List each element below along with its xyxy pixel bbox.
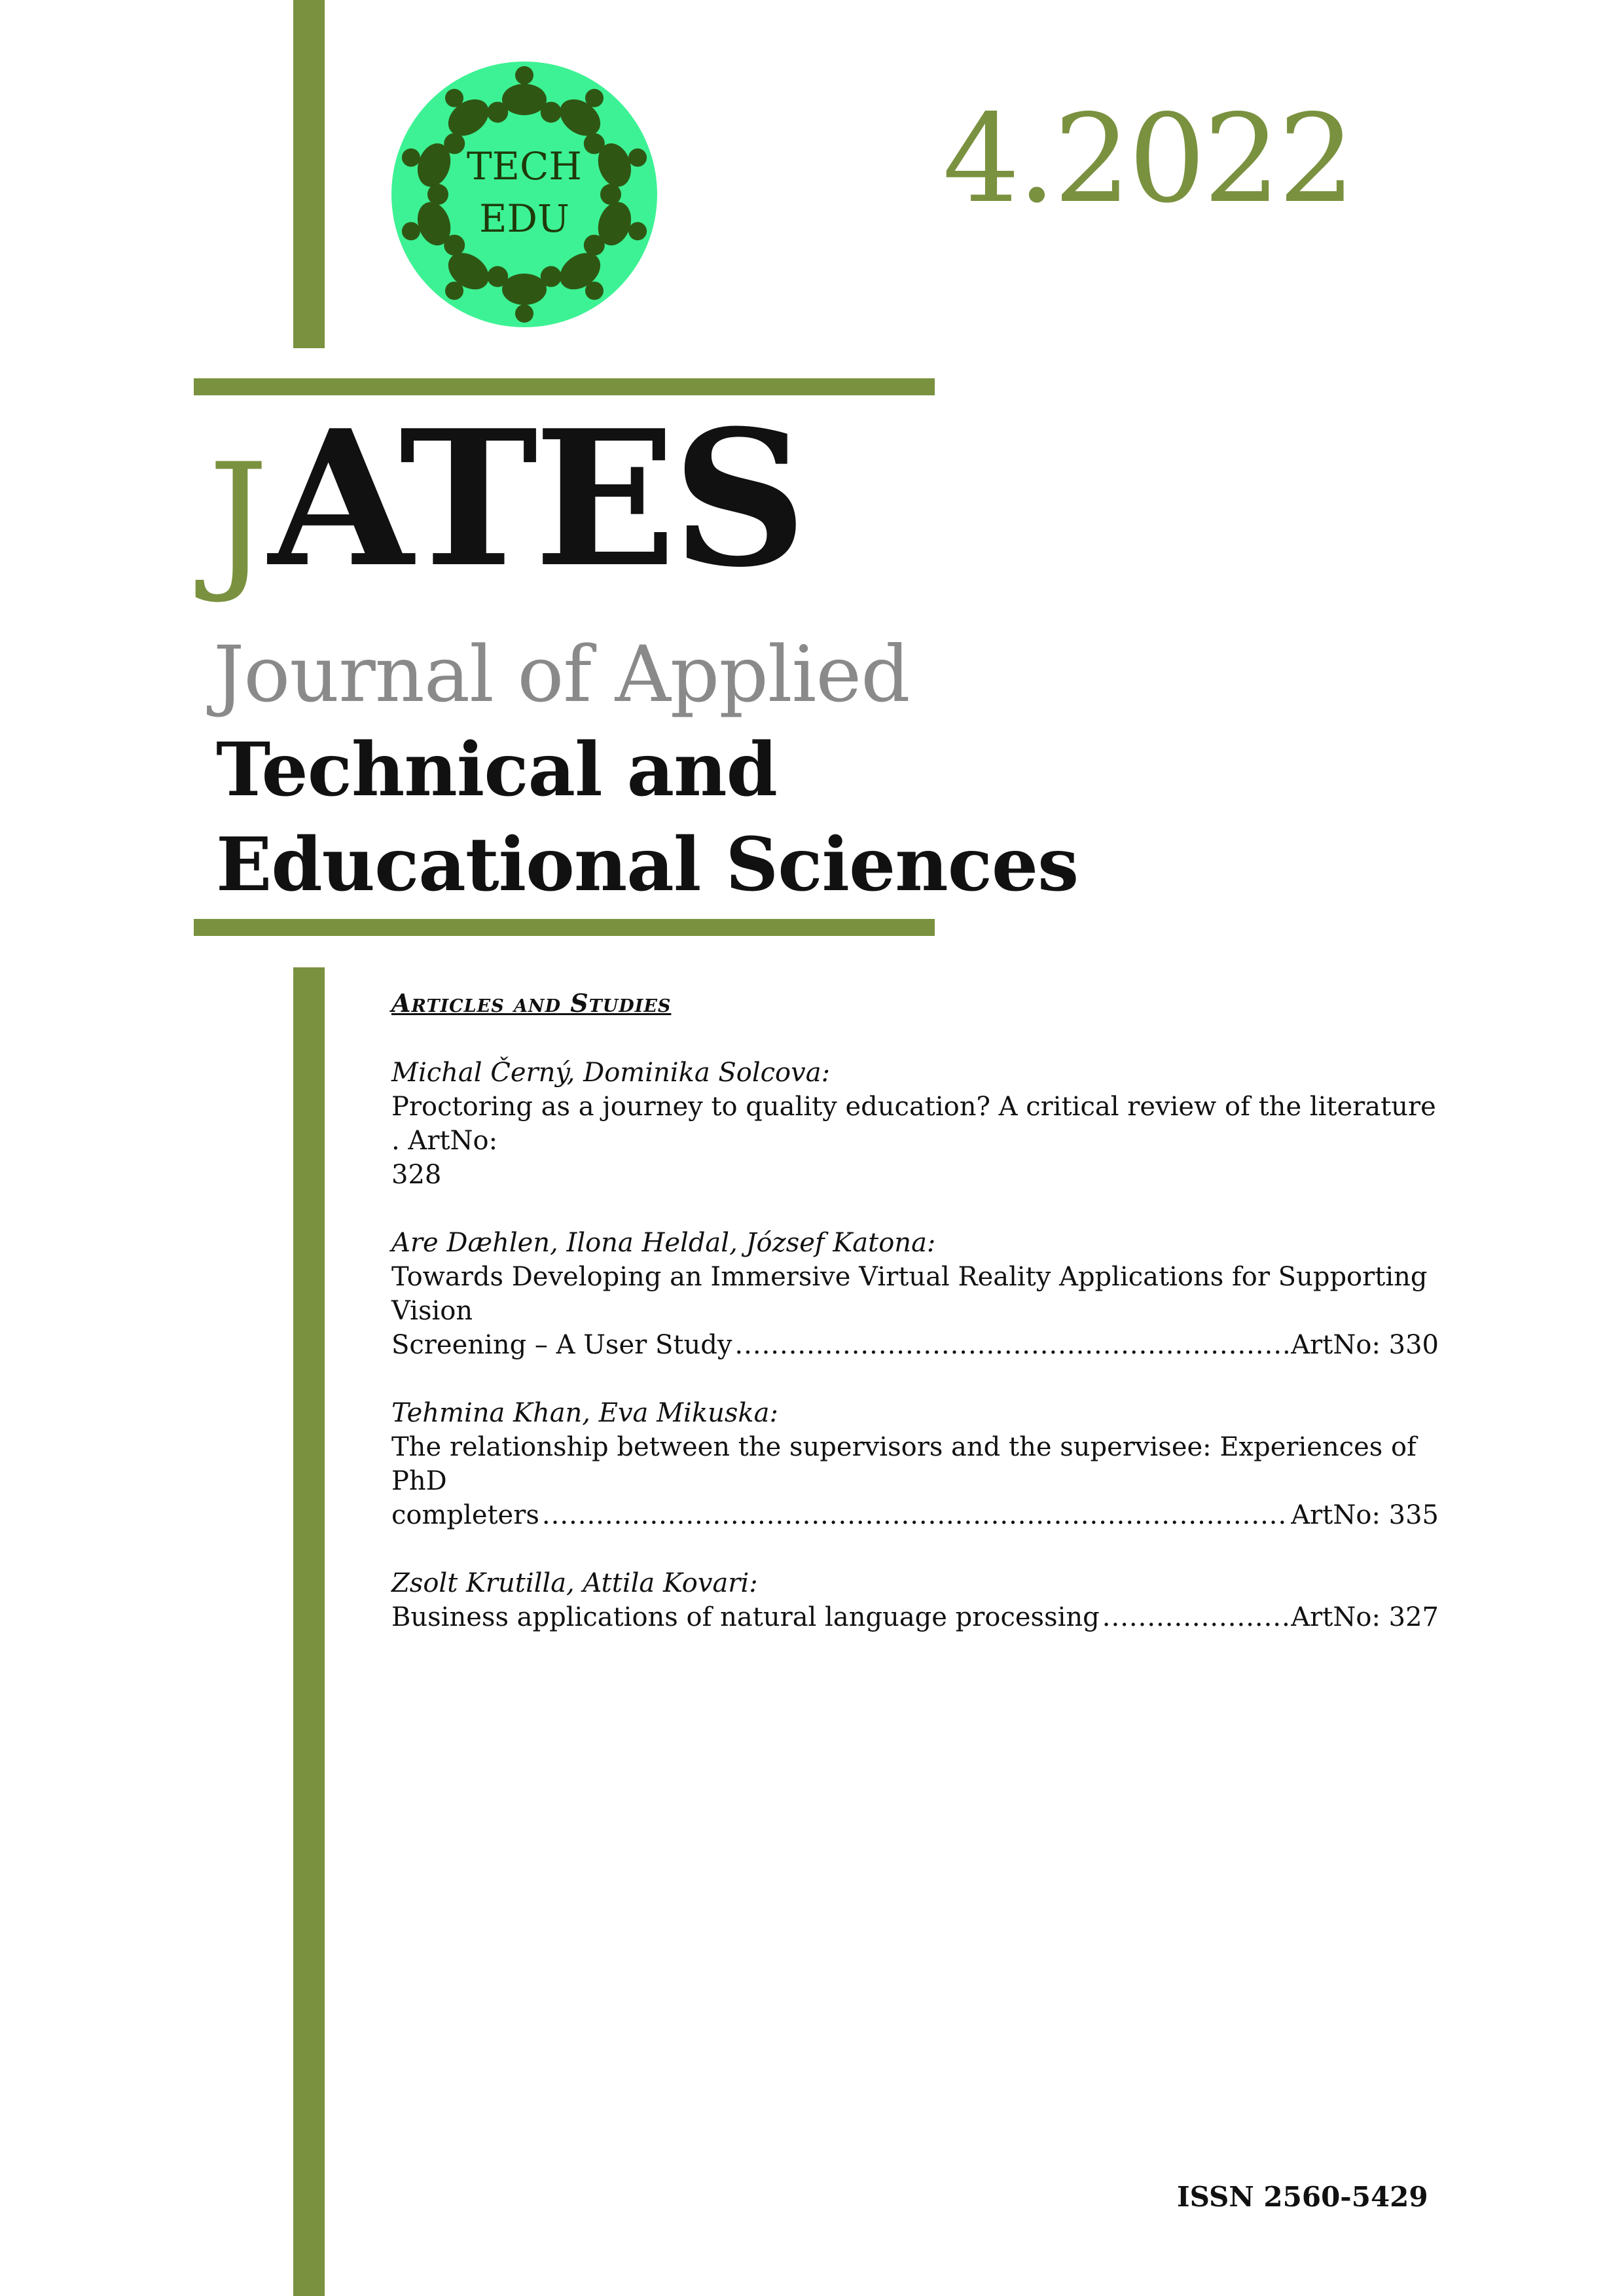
entry-last-line <box>391 1158 1439 1192</box>
logo-line2: EDU <box>479 196 569 241</box>
entry-title-end: completers <box>391 1500 539 1530</box>
logo-figure-hands <box>427 184 448 205</box>
tech-edu-logo <box>390 60 659 329</box>
logo-line1: TECH <box>467 144 582 188</box>
toc-entry[interactable] <box>391 1396 1439 1532</box>
entry-title-end: 328 <box>391 1160 442 1190</box>
logo-figure-head <box>515 304 533 323</box>
toc-entry[interactable] <box>391 1226 1439 1362</box>
entry-title-line: Towards Developing an Immersive Virtual Reality Applications for Supporting Vision <box>391 1262 1428 1326</box>
issn: ISSN 2560-5429 <box>1177 2181 1428 2213</box>
entry-authors: Are Dæhlen, Ilona Heldal, József Katona: <box>391 1228 936 1258</box>
table-of-contents <box>391 988 1439 1668</box>
issue-number: 4.2022 <box>943 88 1353 230</box>
logo-figure-hands <box>444 133 465 154</box>
entry-artno: ArtNo: 330 <box>1291 1330 1439 1360</box>
dot-leader <box>542 1498 1288 1532</box>
entry-artno: ArtNo: 327 <box>1291 1602 1439 1632</box>
toc-entry[interactable] <box>391 1566 1439 1634</box>
toc-entries <box>391 1056 1439 1634</box>
lower-horizontal-rule <box>194 919 935 936</box>
logo-figure-hands <box>600 184 621 205</box>
abbr-initial: J <box>208 432 269 607</box>
top-vertical-bar <box>293 0 325 348</box>
entry-title-end: Screening – A User Study <box>391 1330 732 1360</box>
journal-abbreviation <box>208 389 803 609</box>
bottom-vertical-bar <box>293 967 325 2296</box>
logo-figure-hands <box>584 235 605 256</box>
logo-figure-head <box>402 222 420 240</box>
logo-figure-head <box>628 222 647 240</box>
logo-figure-head <box>515 66 533 84</box>
journal-name-line1: Journal of Applied <box>213 629 910 719</box>
dot-leader <box>734 1328 1288 1362</box>
entry-artno: ArtNo: 335 <box>1291 1500 1439 1530</box>
logo-figure-head <box>402 149 420 167</box>
toc-entry[interactable] <box>391 1056 1439 1192</box>
entry-last-line <box>391 1498 1439 1532</box>
entry-last-line <box>391 1600 1439 1634</box>
entry-authors: Tehmina Khan, Eva Mikuska: <box>391 1398 778 1428</box>
journal-name-line2: Technical and <box>216 727 777 813</box>
toc-heading: Articles and Studies <box>391 988 672 1018</box>
entry-last-line <box>391 1328 1439 1362</box>
entry-authors: Zsolt Krutilla, Attila Kovari: <box>391 1568 758 1598</box>
logo-figure-hands <box>487 266 508 287</box>
logo-figure-hands <box>487 101 508 122</box>
dot-leader <box>1102 1600 1289 1634</box>
logo-figure-body <box>502 274 547 305</box>
journal-name-line3: Educational Sciences <box>216 822 1079 908</box>
entry-title-line: Proctoring as a journey to quality education? A critical review of the literature . ArtNo: <box>391 1092 1436 1156</box>
logo-figure-head <box>628 149 647 167</box>
entry-authors: Michal Černý, Dominika Solcova: <box>391 1058 831 1088</box>
abbr-rest: ATES <box>268 389 803 609</box>
logo-figure-hands <box>541 101 562 122</box>
logo-figure-body <box>502 84 547 115</box>
entry-title-end: Business applications of natural language processing <box>391 1602 1100 1632</box>
entry-title-line: The relationship between the supervisors and the supervisee: Experiences of PhD <box>391 1432 1416 1496</box>
